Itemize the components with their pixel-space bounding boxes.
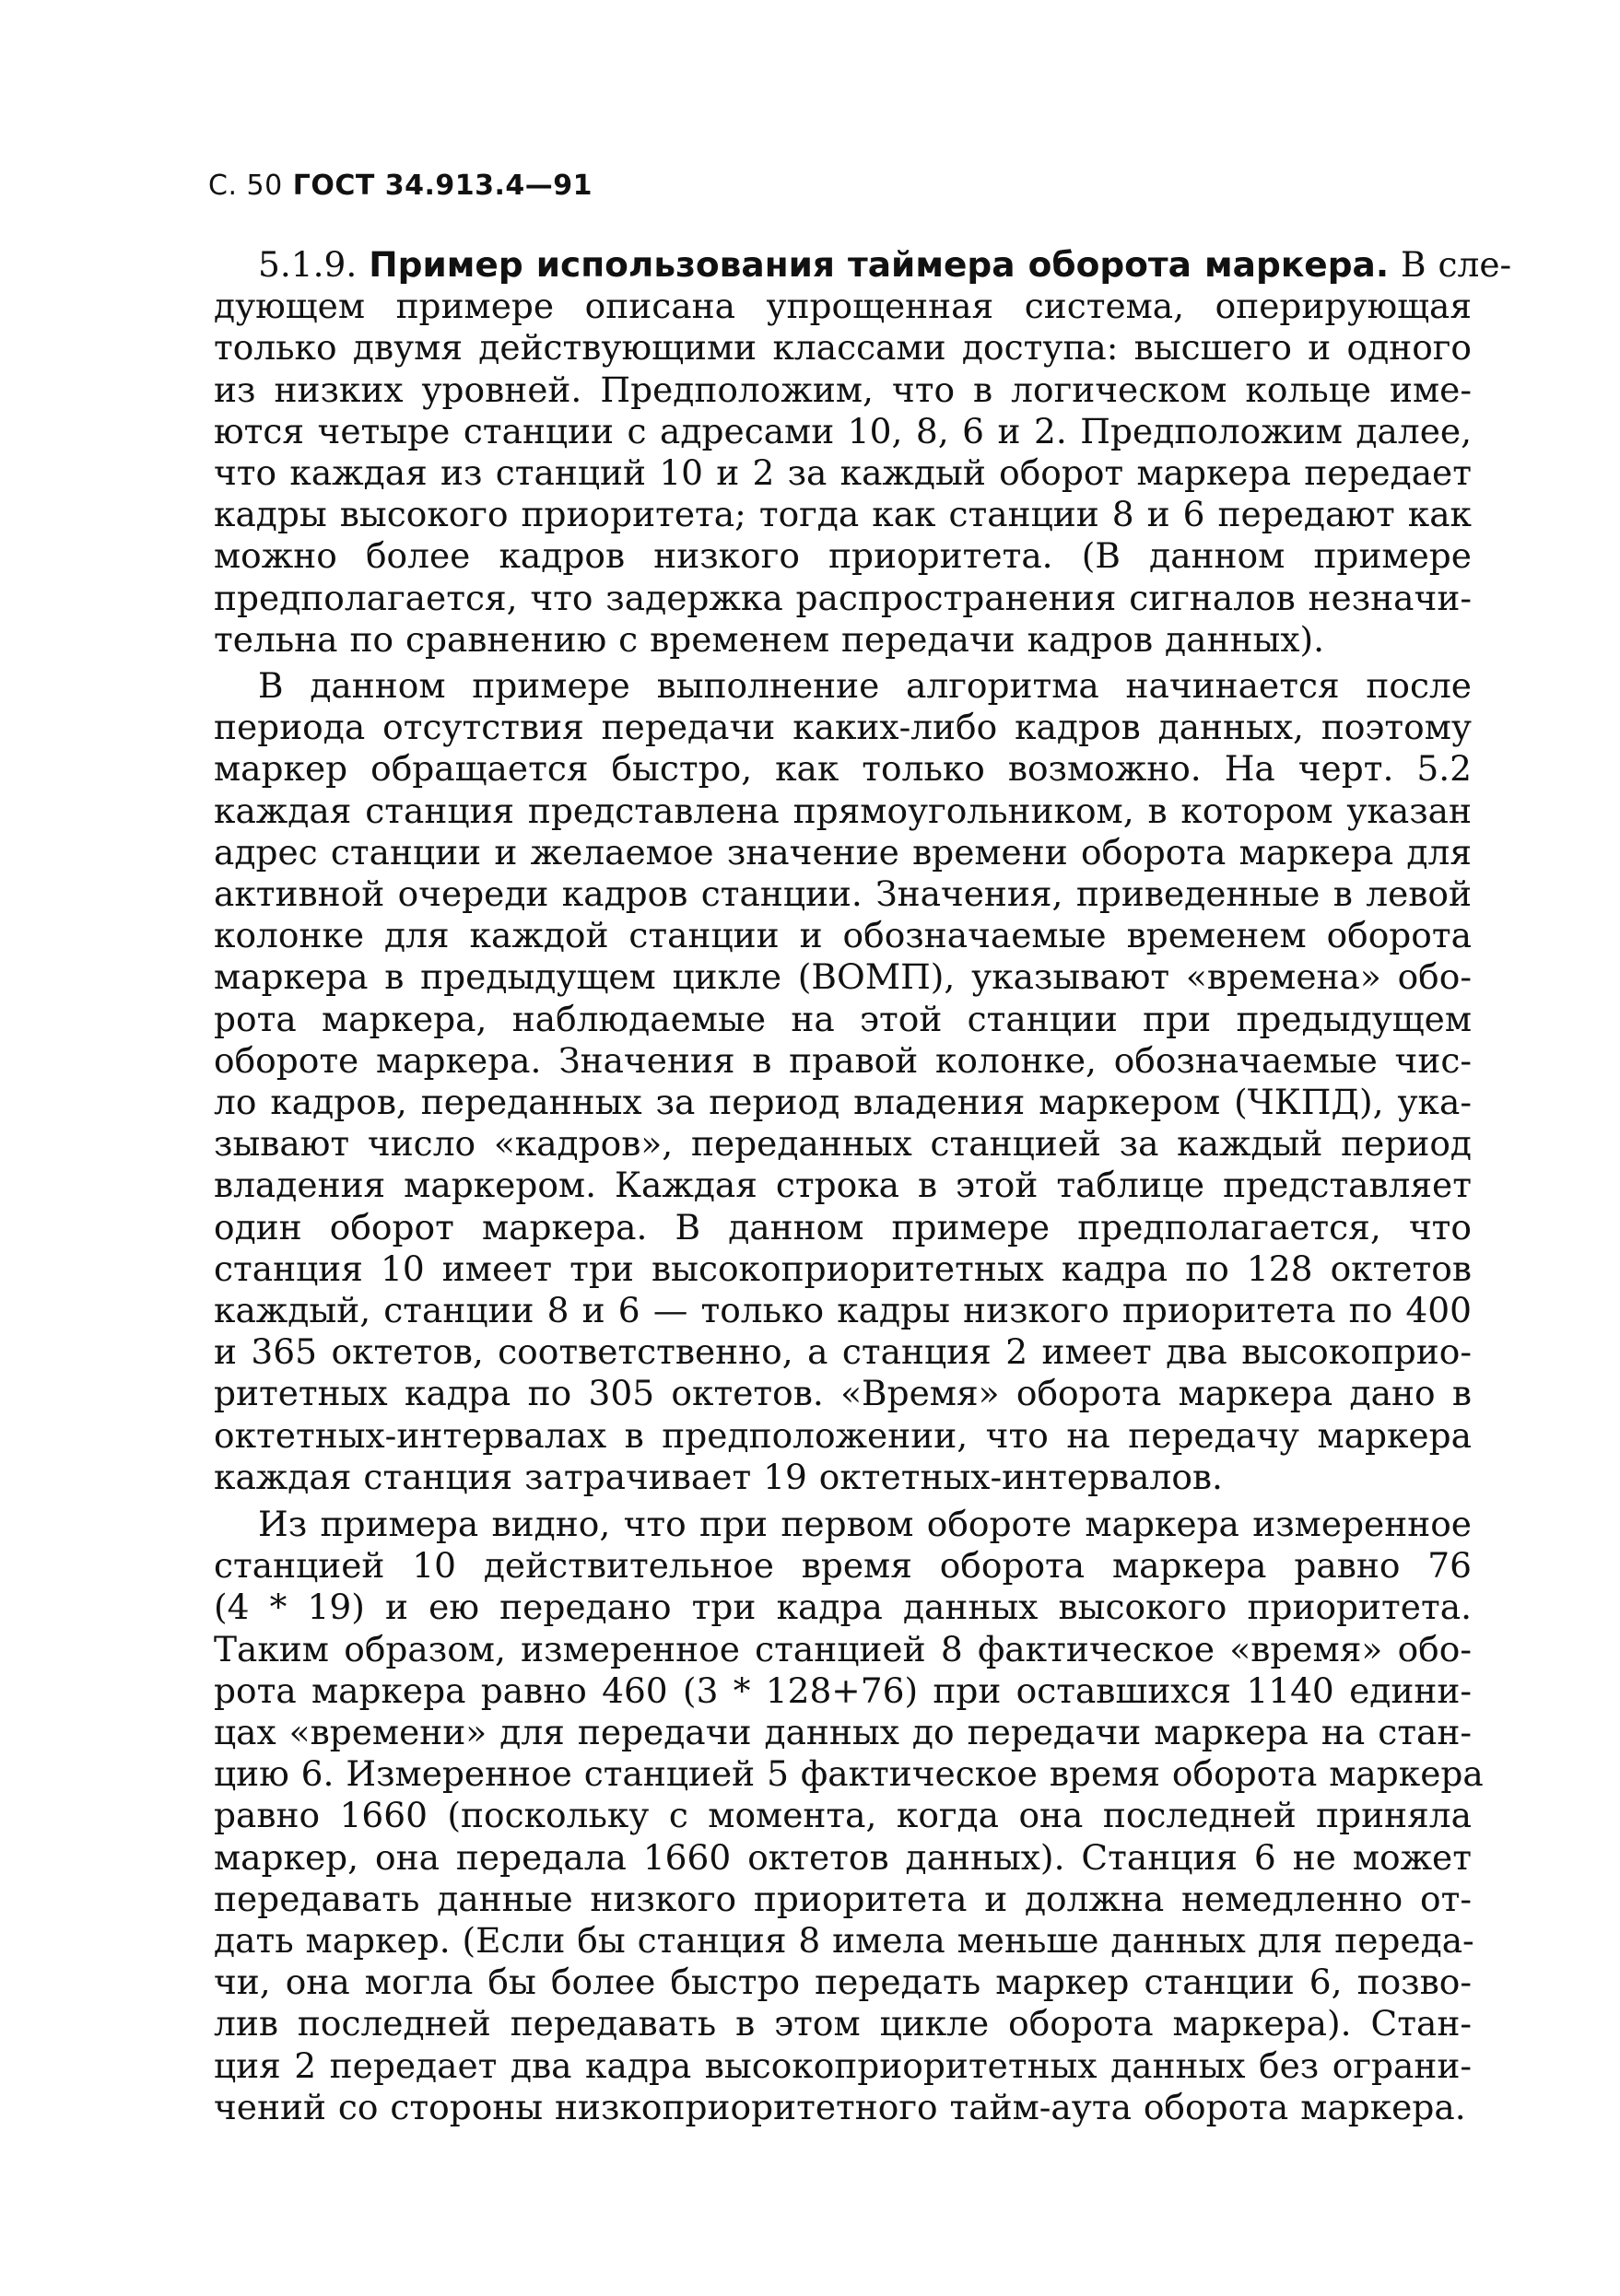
paragraph-example-description (214, 665, 1472, 1498)
text-line: один оборот маркера. В данном примере предполагается, что (214, 1206, 1472, 1248)
text-line: зывают число «кадров», переданных станцией за каждый период (214, 1123, 1472, 1165)
text-line: каждая станция затрачивает 19 октетных-интервалов. (214, 1456, 1223, 1497)
text-line: активной очереди кадров станции. Значения, приведенные в левой (214, 873, 1472, 915)
text-line: ритетных кадра по 305 октетов. «Время» оборота маркера дано в (214, 1373, 1472, 1414)
text-line: дующем примере описана упрощенная система, оперирующая (214, 286, 1472, 327)
text-line: равно 1660 (поскольку с момента, когда она последней приняла (214, 1795, 1472, 1836)
text-line: владения маркером. Каждая строка в этой таблице представляет (214, 1165, 1472, 1206)
text-line: (4 * 19) и ею передано три кадра данных высокого приоритета. (214, 1587, 1472, 1628)
text-line: станция 10 имеет три высокоприоритетных кадра по 128 октетов (214, 1248, 1472, 1289)
text-line: дать маркер. (Если бы станция 8 имела меньше данных для переда- (214, 1920, 1474, 1962)
text-line: предполагается, что задержка распространения сигналов незначи- (214, 577, 1472, 618)
text-line: В данном примере выполнение алгоритма начинается после (258, 665, 1472, 706)
text-line: цию 6. Измеренное станцией 5 фактическое время оборота маркера (214, 1753, 1484, 1795)
page-header (208, 166, 593, 205)
text-line: передавать данные низкого приоритета и должна немедленно от- (214, 1878, 1472, 1919)
section-heading: Пример использования таймера оборота маркера. (369, 244, 1390, 285)
text-line: ция 2 передает два кадра высокоприоритетных данных без ограни- (214, 2044, 1472, 2086)
text-line: лив последней передавать в этом цикле оборота маркера). Стан- (214, 2003, 1472, 2044)
section-number: 5.1.9. (258, 244, 370, 285)
text-line: Из примера видно, что при первом обороте маркера измеренное (258, 1504, 1472, 1544)
text-line: цах «времени» для передачи данных до передачи маркера на стан- (214, 1712, 1472, 1753)
text-line: периода отсутствия передачи каких-либо кадров данных, поэтому (214, 707, 1472, 748)
standard-number: ГОСТ 34.913.4—91 (292, 170, 593, 202)
text-line: ло кадров, переданных за период владения маркером (ЧКПД), ука- (214, 1082, 1472, 1123)
text-line: маркер обращается быстро, как только возможно. На черт. 5.2 (214, 748, 1472, 790)
paragraph-5-1-9 (214, 244, 1512, 661)
text-line: кадры высокого приоритета; тогда как станции 8 и 6 передают как (214, 494, 1472, 535)
text-line: колонке для каждой станции и обозначаемые временем оборота (214, 915, 1472, 956)
text-line: и 365 октетов, соответственно, а станция 2 имеет два высокоприо- (214, 1331, 1472, 1373)
text-line: рота маркера, наблюдаемые на этой станции при предыдущем (214, 998, 1472, 1039)
text-line: только двумя действующими классами доступа: высшего и одного (214, 327, 1472, 369)
text-line: что каждая из станций 10 и 2 за каждый оборот маркера передает (214, 452, 1472, 494)
text-line: октетных-интервалах в предположении, что на передачу маркера (214, 1414, 1472, 1456)
text-line: маркера в предыдущем цикле (ВОМП), указывают «времена» обо- (214, 956, 1472, 998)
text-line: каждый, станции 8 и 6 — только кадры низкого приоритета по 400 (214, 1290, 1472, 1331)
text-line: рота маркера равно 460 (3 * 128+76) при оставшихся 1140 едини- (214, 1669, 1472, 1711)
text-line: чений со стороны низкоприоритетного тайм-аута оборота маркера. (214, 2086, 1466, 2127)
text-line: маркер, она передала 1660 октетов данных). Станция 6 не может (214, 1836, 1472, 1878)
text-line: обороте маркера. Значения в правой колонке, обозначаемые чис- (214, 1039, 1472, 1081)
text-line: из низких уровней. Предположим, что в логическом кольце име- (214, 369, 1472, 410)
text-line: Таким образом, измеренное станцией 8 фактическое «время» обо- (214, 1628, 1472, 1669)
paragraph-example-analysis (214, 1504, 1484, 2128)
heading-continuation: В сле- (1389, 244, 1512, 285)
text-line: тельна по сравнению с временем передачи кадров данных). (214, 618, 1325, 660)
text-line (214, 244, 1512, 286)
text-line: ются четыре станции с адресами 10, 8, 6 и 2. Предположим далее, (214, 410, 1472, 451)
text-line: адрес станции и желаемое значение времени оборота маркера для (214, 831, 1472, 873)
text-line: каждая станция представлена прямоугольником, в котором указан (214, 790, 1472, 831)
text-line: станцией 10 действительное время оборота маркера равно 76 (214, 1545, 1472, 1587)
page-number: С. 50 (208, 170, 283, 202)
text-line: можно более кадров низкого приоритета. (В данном примере (214, 535, 1472, 577)
text-line: чи, она могла бы более быстро передать маркер станции 6, позво- (214, 1962, 1472, 2003)
